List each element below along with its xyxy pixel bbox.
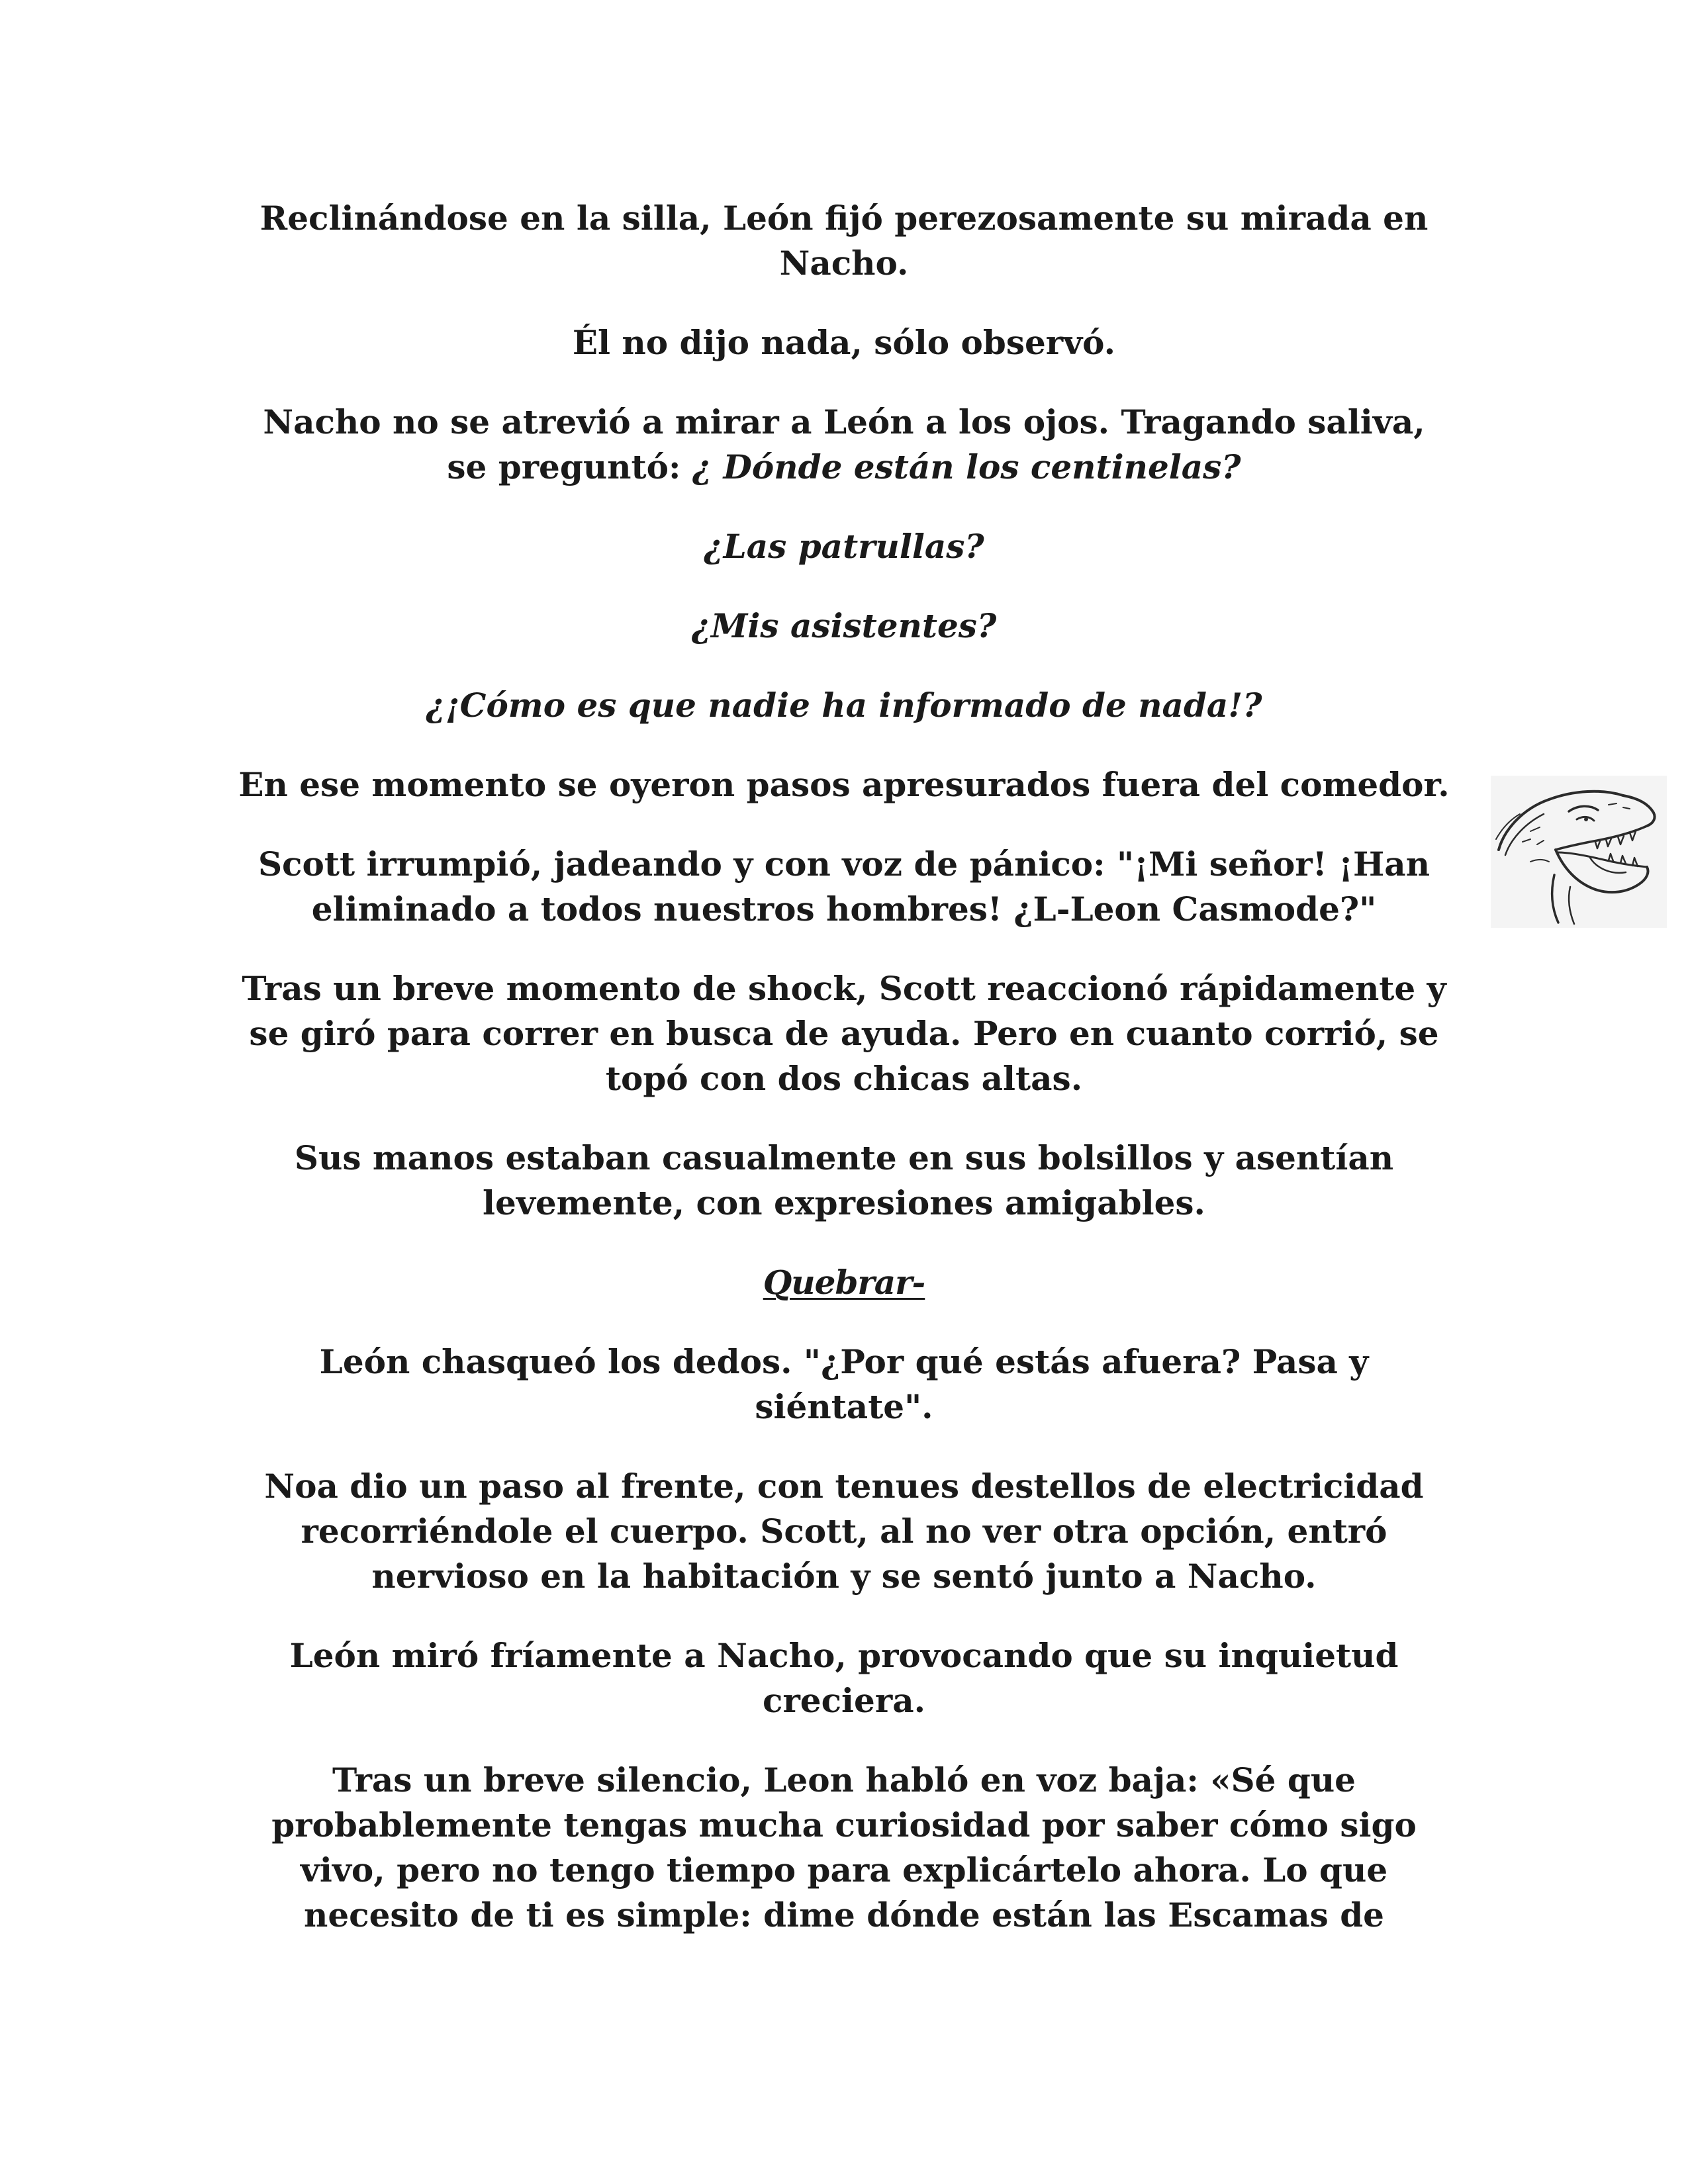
paragraph-1: Reclinándose en la silla, León fijó perezosamente su mirada en Nacho.	[259, 199, 1429, 283]
dinosaur-head-sketch-icon	[1491, 776, 1667, 928]
paragraph-10: Sus manos estaban casualmente en sus bolsillos y asentían levemente, con expresiones amigables.	[294, 1138, 1394, 1222]
paragraph-7: En ese momento se oyeron pasos apresurados fuera del comedor.	[238, 765, 1450, 804]
paragraph-14: León miró fríamente a Nacho, provocando que su inquietud creciera.	[289, 1636, 1399, 1720]
paragraph-13: Noa dio un paso al frente, con tenues destellos de electricidad recorriéndole el cuerpo. Scott, al no ver otra opción, entró nervioso en la habitación y se sentó junto a Nacho.	[264, 1467, 1424, 1596]
paragraph-4-thought: ¿Las patrullas?	[704, 527, 984, 566]
paragraph-6-thought: ¿¡Cómo es que nadie ha informado de nada!?	[426, 686, 1262, 725]
paragraph-3-lead: Nacho no se atrevió a mirar a León a los ojos. Tragando saliva, se preguntó:	[263, 402, 1425, 486]
paragraph-3	[238, 400, 1450, 490]
scene-break: Quebrar-	[763, 1263, 925, 1302]
paragraph-12: León chasqueó los dedos. "¿Por qué estás afuera? Pasa y siéntate".	[319, 1342, 1369, 1426]
page-text-body	[238, 196, 1450, 1938]
paragraph-15: Tras un breve silencio, Leon habló en voz baja: «Sé que probablemente tengas mucha curiosidad por saber cómo sigo vivo, pero no tengo tiempo para explicártelo ahora. Lo que necesito de ti es simple: dime dónde están las Escamas de	[271, 1760, 1417, 1934]
paragraph-9: Tras un breve momento de shock, Scott reaccionó rápidamente y se giró para correr en busca de ayuda. Pero en cuanto corrió, se topó con dos chicas altas.	[242, 969, 1446, 1098]
paragraph-8: Scott irrumpió, jadeando y con voz de pánico: "¡Mi señor! ¡Han eliminado a todos nuestros hombres! ¿L-Leon Casmode?"	[258, 844, 1430, 929]
paragraph-5-thought: ¿Mis asistentes?	[691, 606, 997, 645]
paragraph-2: Él no dijo nada, sólo observó.	[572, 323, 1116, 362]
paragraph-3-thought: ¿ Dónde están los centinelas?	[692, 447, 1241, 486]
